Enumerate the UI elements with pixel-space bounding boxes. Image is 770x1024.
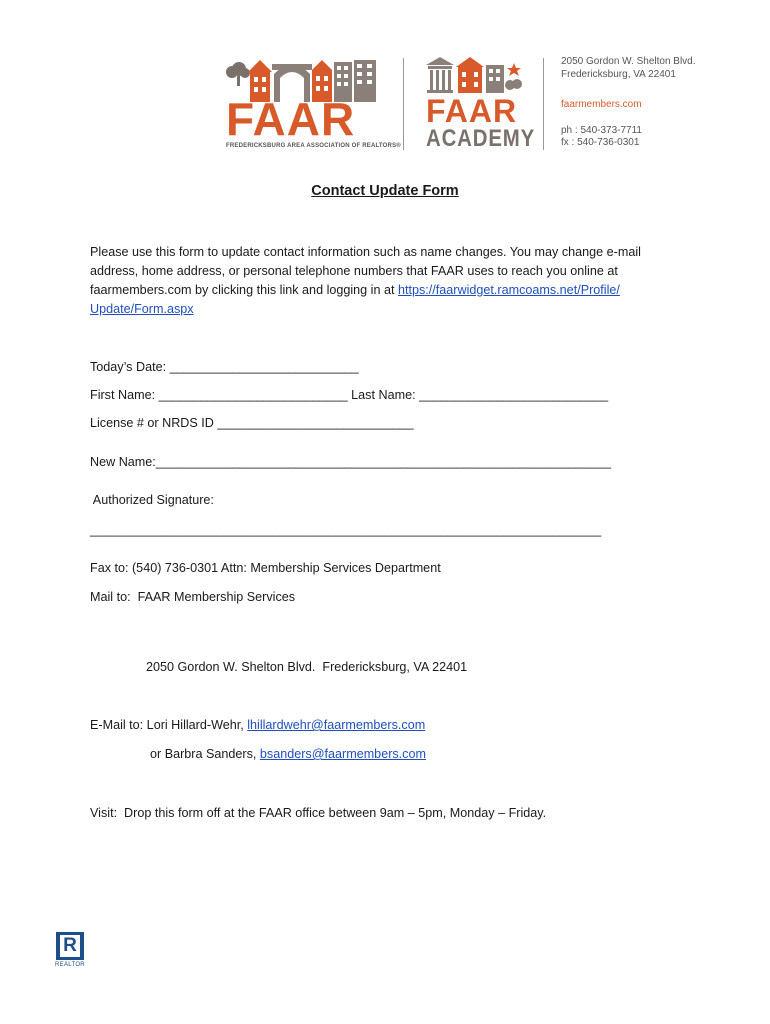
intro-line-3 [90, 281, 690, 300]
academy-faar-word: FAAR [426, 93, 518, 129]
academy-sub-word: ACADEMY [426, 125, 536, 152]
realtor-label: REALTOR [55, 962, 85, 968]
realtor-r-letter: R [60, 935, 80, 957]
contact-divider [543, 58, 544, 150]
header-website: faarmembers.com [561, 99, 642, 110]
email-line-1 [90, 716, 425, 735]
faar-academy-logo [424, 55, 536, 155]
page-title: Contact Update Form [311, 183, 459, 199]
email-or-text: or Barbra Sanders, [150, 747, 260, 761]
fax-instructions: Fax to: (540) 736-0301 Attn: Membership Services Department [90, 561, 441, 575]
email-prefix: E-Mail to: Lori Hillard-Wehr, [90, 718, 248, 732]
profile-update-link-part1[interactable]: https://faarwidget.ramcoams.net/Profile/ [398, 283, 620, 297]
header-phone: ph : 540-373-7711 [561, 124, 642, 136]
intro-line-2: address, home address, or personal telephone numbers that FAAR uses to reach you online at [90, 264, 618, 278]
intro-line-3-text: faarmembers.com by clicking this link and logging in at [90, 283, 398, 297]
mail-instructions: Mail to: FAAR Membership Services [90, 590, 296, 604]
mail-address: 2050 Gordon W. Shelton Blvd. Fredericksburg, VA 22401 [146, 660, 468, 674]
header-address-line2: Fredericksburg, VA 22401 [561, 68, 676, 80]
intro-paragraph [90, 243, 690, 319]
new-name-field[interactable]: New Name:_________________________________________________________________ [90, 455, 612, 469]
profile-update-link-part2[interactable]: Update/Form.aspx [90, 302, 194, 316]
visit-instructions: Visit: Drop this form off at the FAAR office between 9am – 5pm, Monday – Friday. [90, 806, 547, 820]
faar-logo-word: FAAR [226, 93, 356, 145]
header-contact-info [561, 56, 761, 150]
intro-line-4 [90, 300, 690, 319]
email-link-lhillardwehr[interactable]: lhillardwehr@faarmembers.com [247, 718, 426, 732]
license-nrds-field[interactable]: License # or NRDS ID ____________________________ [90, 416, 414, 430]
signature-line[interactable]: _________________________________________________________________________ [90, 523, 602, 537]
realtor-r-icon [56, 932, 84, 960]
email-link-bsanders[interactable]: bsanders@faarmembers.com [259, 747, 426, 761]
academy-building-icon [424, 55, 524, 95]
faar-logo [222, 52, 401, 152]
header-fax: fx : 540-736-0301 [561, 137, 640, 148]
signature-label: Authorized Signature: [90, 493, 214, 507]
header-address-line1: 2050 Gordon W. Shelton Blvd. [561, 56, 696, 67]
faar-logo-tagline: FREDERICKSBURG AREA ASSOCIATION OF REALTORS® [226, 143, 401, 149]
email-line-2 [150, 745, 426, 764]
todays-date-field[interactable]: Today’s Date: ___________________________ [90, 360, 359, 374]
intro-line-1: Please use this form to update contact information such as name changes. You may change e-mail [90, 245, 641, 259]
first-last-name-field[interactable]: First Name: ___________________________ Last Name: ___________________________ [90, 388, 609, 402]
realtor-logo [55, 932, 87, 970]
logo-divider [403, 58, 404, 150]
